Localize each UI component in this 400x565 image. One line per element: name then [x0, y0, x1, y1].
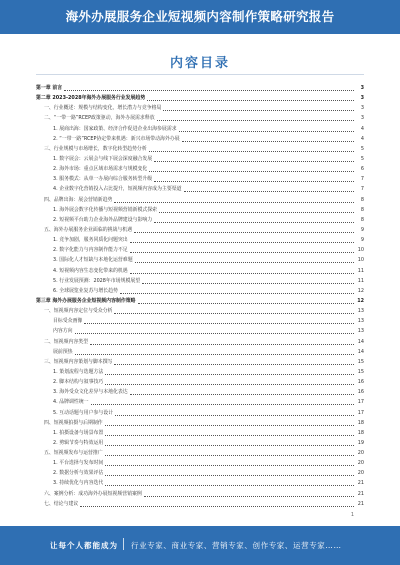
toc-entry[interactable] — [36, 206, 364, 215]
toc-dot-leader — [135, 262, 354, 263]
toc-dot-leader — [75, 333, 354, 334]
toc-entry[interactable] — [36, 388, 364, 397]
toc-entry-title: 三、短视频内容策划与脚本撰写 — [44, 358, 113, 365]
toc-entry-page: 17 — [357, 399, 364, 406]
toc-entry-title: 目标受众画像 — [53, 318, 83, 325]
toc-dot-leader — [157, 120, 354, 121]
toc-entry[interactable] — [36, 155, 364, 164]
toc-entry-page: 8 — [360, 196, 364, 203]
toc-entry-page: 16 — [357, 389, 364, 396]
toc-entry[interactable] — [36, 409, 364, 418]
toc-entry[interactable] — [36, 104, 364, 113]
toc-entry[interactable] — [36, 419, 364, 428]
toc-dot-leader — [105, 465, 354, 466]
toc-entry[interactable] — [36, 287, 364, 296]
toc-dot-leader — [105, 475, 354, 476]
toc-entry-page: 3 — [360, 105, 364, 112]
toc-entry-page: 8 — [360, 206, 364, 213]
toc-entry[interactable] — [36, 196, 364, 205]
toc-dot-leader — [114, 202, 354, 203]
toc-entry-title: 2. 数字化能力与内容制作能力不足 — [53, 247, 128, 254]
toc-entry-title: 五、海外办展服务企业面临的挑战与机遇 — [44, 226, 133, 233]
toc-dot-leader — [142, 283, 354, 284]
toc-entry-title: 3. 持续优化与内容迭代 — [53, 480, 104, 487]
toc-entry[interactable] — [36, 256, 364, 265]
toc-entry-page: 11 — [357, 277, 364, 284]
toc-entry-title: 七、结论与建议 — [44, 500, 79, 507]
toc-dot-leader — [134, 232, 354, 233]
toc-entry-title: 1. 策划流程与选题方法 — [53, 368, 104, 375]
toc-entry[interactable] — [36, 459, 364, 468]
toc-entry-page: 21 — [357, 500, 364, 507]
toc-entry-title: 一、短视频内容定位与受众分析 — [44, 308, 113, 315]
toc-entry[interactable] — [36, 94, 364, 103]
toc-dot-leader — [182, 141, 354, 142]
toc-entry-page: 11 — [357, 267, 364, 274]
toc-entry[interactable] — [36, 216, 364, 225]
toc-entry[interactable] — [36, 185, 364, 194]
toc-entry-page: 14 — [357, 338, 364, 345]
toc-entry[interactable] — [36, 479, 364, 488]
toc-entry-title: 四、品牌出海：展会营销新趋势 — [44, 196, 113, 203]
toc-dot-leader — [154, 181, 354, 182]
toc-entry-title: 第三章 海外办展服务企业短视频内容制作策略 — [36, 297, 136, 304]
toc-entry[interactable] — [36, 327, 364, 336]
toc-entry[interactable] — [36, 277, 364, 286]
toc-entry-title: 展前预热 — [53, 348, 73, 355]
toc-entry-page: 21 — [357, 490, 364, 497]
toc-entry[interactable] — [36, 267, 364, 276]
toc-entry-title: 三、行业规模与市场增长，数字化转型趋势分析 — [44, 145, 147, 152]
toc-entry[interactable] — [36, 125, 364, 134]
toc-dot-leader — [80, 506, 354, 507]
toc-entry-title: 1. 数字展会：云展会与线下展会深度融合发展 — [53, 155, 153, 162]
page-number: 1 — [350, 512, 354, 518]
toc-entry-page: 3 — [360, 85, 364, 91]
toc-entry-page: 10 — [357, 257, 364, 264]
toc-dot-leader — [115, 415, 354, 416]
toc-entry-title: 5. 行业发展预测：2028年市场规模展望 — [53, 277, 141, 284]
toc-dot-leader — [184, 191, 355, 192]
toc-entry-page: 10 — [357, 247, 364, 254]
toc-heading-divider — [36, 74, 364, 75]
report-title: 海外办展服务企业短视频内容制作策略研究报告 — [65, 9, 335, 24]
footer-slogan: 让每个人都能成为 — [50, 541, 118, 550]
toc-dot-leader — [179, 131, 354, 132]
footer-tagline: 行业专家、商业专家、营销专家、创作专家、运营专家…… — [131, 541, 342, 550]
toc-dot-leader — [147, 100, 354, 101]
toc-entry-title: 2. 脚本结构与叙事技巧 — [53, 379, 104, 386]
toc-entry-title: 二、“一带一路”RCEP政策驱动，海外办展需求释放 — [44, 115, 155, 122]
toc-dot-leader — [75, 354, 354, 355]
toc-entry-page: 8 — [360, 216, 364, 223]
toc-entry-title: 1. 拍摄设备与场景布置 — [53, 429, 104, 436]
toc-dot-leader — [105, 445, 354, 446]
toc-entry-title: 五、短视频发布与运营推广 — [44, 450, 103, 457]
table-of-contents — [36, 84, 364, 510]
toc-entry-title: 3. 海外受众文化差异与本地化表达 — [53, 389, 128, 396]
toc-entry[interactable] — [36, 490, 364, 499]
toc-dot-leader — [130, 252, 354, 253]
toc-dot-leader — [64, 90, 354, 91]
toc-entry-page: 13 — [357, 328, 364, 335]
toc-entry-page: 7 — [360, 176, 364, 183]
toc-dot-leader — [84, 323, 354, 324]
toc-entry-page: 4 — [360, 125, 364, 132]
toc-entry[interactable] — [36, 348, 364, 357]
toc-entry-page: 7 — [360, 186, 364, 193]
toc-dot-leader — [91, 404, 354, 405]
toc-entry-page: 15 — [357, 358, 364, 365]
toc-entry-page: 20 — [357, 470, 364, 477]
toc-entry[interactable] — [36, 307, 364, 316]
toc-entry[interactable] — [36, 358, 364, 367]
toc-entry-title: 一、行业概述：规模与结构变化，增长潜力与竞争格局 — [44, 105, 162, 112]
toc-entry-title: 2. “一带一路”RCEP协定带来机遇：新兴市场带动海外办展 — [53, 135, 180, 142]
toc-entry[interactable] — [36, 500, 364, 509]
toc-entry-page: 20 — [357, 450, 364, 457]
toc-dot-leader — [154, 161, 354, 162]
toc-entry[interactable] — [36, 226, 364, 235]
toc-entry-title: 1. 平台选择与发布时间 — [53, 460, 104, 467]
toc-entry[interactable] — [36, 175, 364, 184]
toc-entry[interactable] — [36, 145, 364, 154]
toc-dot-leader — [159, 212, 354, 213]
toc-dot-leader — [130, 242, 354, 243]
toc-entry[interactable] — [36, 439, 364, 448]
toc-entry-page: 9 — [360, 226, 364, 233]
toc-entry-title: 第一章 前言 — [36, 85, 63, 91]
toc-dot-leader — [114, 364, 354, 365]
toc-entry-page: 3 — [360, 95, 364, 102]
toc-entry[interactable] — [36, 338, 364, 347]
toc-entry[interactable] — [36, 378, 364, 387]
toc-entry[interactable] — [36, 135, 364, 144]
toc-dot-leader — [144, 496, 354, 497]
toc-dot-leader — [163, 110, 354, 111]
toc-entry-title: 4. 品牌调性统一 — [53, 399, 89, 406]
toc-dot-leader — [114, 313, 354, 314]
toc-entry-title: 二、短视频内容类型 — [44, 338, 89, 345]
toc-dot-leader — [120, 293, 354, 294]
toc-entry-page: 18 — [357, 429, 364, 436]
toc-dot-leader — [138, 303, 354, 304]
toc-entry-title: 1. 海外展会数字化传播与短视频营销新模式探索 — [53, 206, 158, 213]
toc-entry[interactable] — [36, 84, 364, 93]
toc-entry-title: 6. 全球展览业复苏与增长趋势 — [53, 287, 118, 294]
toc-entry-page: 18 — [357, 419, 364, 426]
toc-entry[interactable] — [36, 429, 364, 438]
toc-dot-leader — [130, 273, 354, 274]
toc-entry-page: 4 — [360, 135, 364, 142]
toc-entry-page: 5 — [360, 145, 364, 152]
toc-entry-page: 19 — [357, 439, 364, 446]
toc-entry-page: 16 — [357, 379, 364, 386]
toc-entry-page: 12 — [357, 287, 364, 294]
toc-entry-title: 5. 互动话题与用户参与设计 — [53, 409, 114, 416]
toc-dot-leader — [105, 485, 354, 486]
toc-entry[interactable] — [36, 368, 364, 377]
toc-entry-page: 12 — [357, 297, 364, 304]
toc-dot-leader — [130, 394, 354, 395]
toc-dot-leader — [149, 151, 354, 152]
toc-entry-page: 13 — [357, 308, 364, 315]
toc-dot-leader — [105, 384, 354, 385]
toc-entry[interactable] — [36, 246, 364, 255]
toc-entry[interactable] — [36, 165, 364, 174]
toc-entry-page: 20 — [357, 460, 364, 467]
toc-entry-title: 六、案例分析：成功海外办展短视频营销案例 — [44, 490, 142, 497]
toc-entry-title: 内容方向 — [53, 328, 73, 335]
toc-entry-title: 3. 国际化人才短缺与本地化运营难题 — [53, 257, 133, 264]
toc-entry-title: 第二章 2023-2028年海外办展服务行业发展趋势 — [36, 95, 146, 102]
toc-dot-leader — [105, 425, 354, 426]
toc-heading: 内容目录 — [169, 56, 230, 71]
toc-entry-title: 1. 展商出海：国家政策、经济合作促进企业出海参展需求 — [53, 125, 177, 132]
toc-entry[interactable] — [36, 317, 364, 326]
toc-entry-page: 17 — [357, 409, 364, 416]
toc-entry[interactable] — [36, 449, 364, 458]
toc-entry-title: 4. 企业数字化营销投入占比提升，短视频内容成为主要渠道 — [53, 186, 182, 193]
toc-entry[interactable] — [36, 297, 364, 306]
toc-entry-page: 6 — [360, 166, 364, 173]
toc-dot-leader — [149, 171, 354, 172]
toc-entry-title: 3. 服务模式：从单一办展向综合服务转型升级 — [53, 176, 153, 183]
toc-entry-title: 2. 数据分析与效果评估 — [53, 470, 104, 477]
toc-entry-title: 四、短视频拍摄与后期制作 — [44, 419, 103, 426]
toc-dot-leader — [105, 374, 354, 375]
toc-entry-page: 3 — [360, 115, 364, 122]
toc-dot-leader — [154, 222, 354, 223]
toc-dot-leader — [105, 455, 354, 456]
toc-entry[interactable] — [36, 114, 364, 123]
toc-entry-title: 2. 短视频平台助力企业海外品牌建设与影响力 — [53, 216, 153, 223]
toc-entry[interactable] — [36, 469, 364, 478]
toc-dot-leader — [105, 435, 354, 436]
toc-entry-page: 21 — [357, 480, 364, 487]
toc-entry-title: 4. 短视频内容生态变化带来的机遇 — [53, 267, 128, 274]
toc-entry-title: 2. 海外市场：重点区域市场需求与规模变化 — [53, 166, 148, 173]
toc-entry-page: 14 — [357, 348, 364, 355]
toc-entry-page: 9 — [360, 237, 364, 244]
toc-entry[interactable] — [36, 398, 364, 407]
toc-entry-page: 15 — [357, 368, 364, 375]
footer-divider — [123, 538, 124, 550]
toc-entry-title: 2. 剪辑节奏与特效运用 — [53, 439, 104, 446]
toc-entry-title: 1. 竞争加剧，服务同质化问题突出 — [53, 237, 128, 244]
toc-dot-leader — [90, 344, 354, 345]
toc-entry[interactable] — [36, 236, 364, 245]
toc-entry-page: 13 — [357, 318, 364, 325]
toc-entry-page: 5 — [360, 155, 364, 162]
